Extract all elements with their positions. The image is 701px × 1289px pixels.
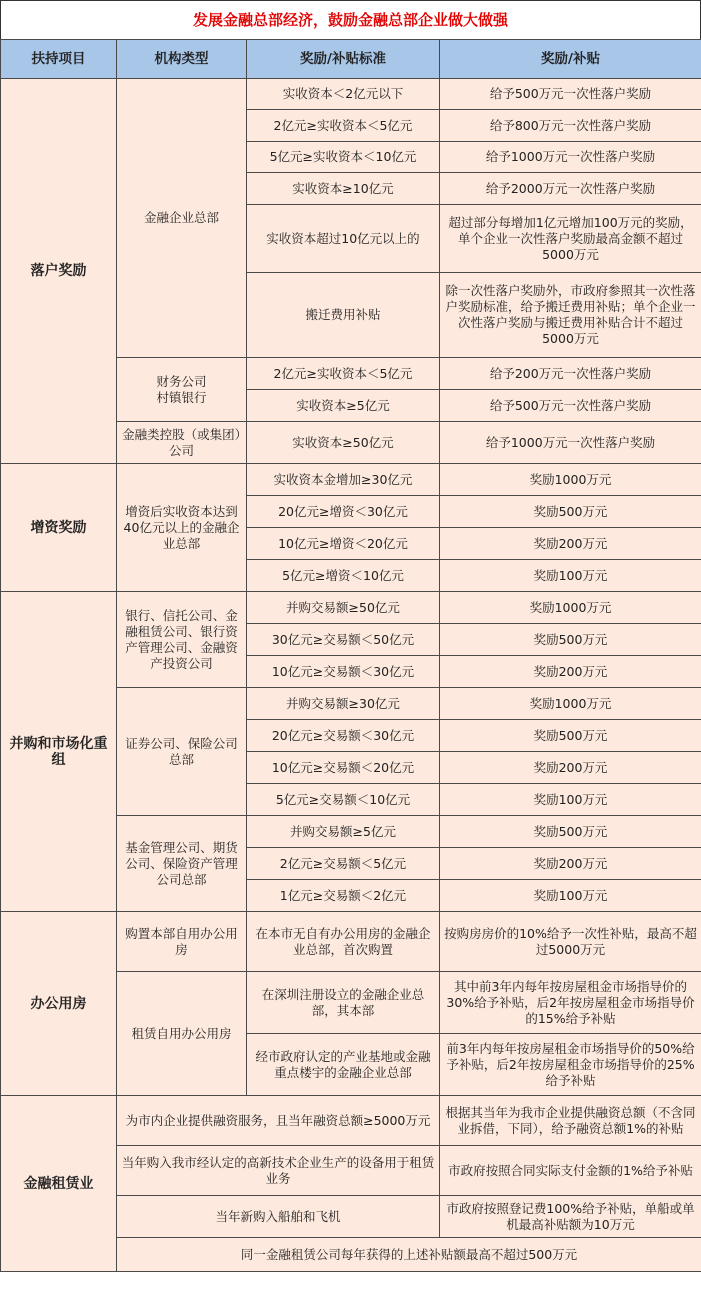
- reward-cell: 给予800万元一次性落户奖励: [440, 110, 701, 142]
- standard-cell: 实收资本超过10亿元以上的: [247, 205, 440, 273]
- org-type-cell: 租赁自用办公用房: [117, 972, 247, 1096]
- page-title: 发展金融总部经济，鼓励金融总部企业做大做强: [0, 0, 701, 39]
- standard-cell: 10亿元≥增资＜20亿元: [247, 528, 440, 560]
- reward-cell: 除一次性落户奖励外，市政府参照其一次性落户奖励标准，给予搬迁费用补贴；单个企业一次性落户奖励与搬迁费用补贴合计不超过5000万元: [440, 273, 701, 358]
- table-row: [1, 912, 701, 972]
- reward-cell: 给予200万元一次性落户奖励: [440, 358, 701, 390]
- header-row: [1, 40, 701, 79]
- standard-cell: 2亿元≥实收资本＜5亿元: [247, 110, 440, 142]
- category-cell: 增资奖励: [1, 464, 117, 592]
- condition-cell: 为市内企业提供融资服务，且当年融资总额≥5000万元: [117, 1096, 440, 1146]
- standard-cell: 30亿元≥交易额＜50亿元: [247, 624, 440, 656]
- org-type-cell: 基金管理公司、期货公司、保险资产管理公司总部: [117, 816, 247, 912]
- policy-table: [0, 39, 701, 1272]
- standard-cell: 实收资本＜2亿元以下: [247, 79, 440, 110]
- reward-cell: 给予1000万元一次性落户奖励: [440, 422, 701, 464]
- table-row: [1, 464, 701, 496]
- standard-cell: 经市政府认定的产业基地或金融重点楼宇的金融企业总部: [247, 1034, 440, 1096]
- org-type-cell: 增资后实收资本达到40亿元以上的金融企业总部: [117, 464, 247, 592]
- standard-cell: 5亿元≥实收资本＜10亿元: [247, 142, 440, 173]
- reward-cell: 奖励200万元: [440, 528, 701, 560]
- standard-cell: 在本市无自有办公用房的金融企业总部，首次购置: [247, 912, 440, 972]
- header-standard: 奖励/补贴标准: [247, 40, 440, 79]
- standard-cell: 5亿元≥交易额＜10亿元: [247, 784, 440, 816]
- standard-cell: 10亿元≥交易额＜30亿元: [247, 656, 440, 688]
- standard-cell: 实收资本≥50亿元: [247, 422, 440, 464]
- reward-cell: 按购房房价的10%给予一次性补贴，最高不超过5000万元: [440, 912, 701, 972]
- reward-cell: 市政府按照合同实际支付金额的1%给予补贴: [440, 1146, 701, 1196]
- reward-cell: 奖励200万元: [440, 752, 701, 784]
- org-type-cell: 财务公司 村镇银行: [117, 358, 247, 422]
- reward-cell: 其中前3年内每年按房屋租金市场指导价的30%给予补贴，后2年按房屋租金市场指导价的15%给予补贴: [440, 972, 701, 1034]
- standard-cell: 搬迁费用补贴: [247, 273, 440, 358]
- org-type-cell: 金融类控股（或集团）公司: [117, 422, 247, 464]
- standard-cell: 10亿元≥交易额＜20亿元: [247, 752, 440, 784]
- category-cell: 办公用房: [1, 912, 117, 1096]
- reward-cell: 给予500万元一次性落户奖励: [440, 390, 701, 422]
- reward-cell: 给予1000万元一次性落户奖励: [440, 142, 701, 173]
- standard-cell: 5亿元≥增资＜10亿元: [247, 560, 440, 592]
- standard-cell: 实收资本≥5亿元: [247, 390, 440, 422]
- reward-cell: 根据其当年为我市企业提供融资总额（不含同业拆借，下同），给予融资总额1%的补贴: [440, 1096, 701, 1146]
- reward-cell: 奖励500万元: [440, 496, 701, 528]
- header-reward: 奖励/补贴: [440, 40, 701, 79]
- org-type-cell: 金融企业总部: [117, 79, 247, 358]
- reward-cell: 超过部分每增加1亿元增加100万元的奖励，单个企业一次性落户奖励最高金额不超过5000万元: [440, 205, 701, 273]
- org-type-cell: 证券公司、保险公司总部: [117, 688, 247, 816]
- reward-cell: 奖励100万元: [440, 560, 701, 592]
- note-cell: 同一金融租赁公司每年获得的上述补贴额最高不超过500万元: [117, 1238, 701, 1272]
- category-cell: 金融租赁业: [1, 1096, 117, 1272]
- reward-cell: 前3年内每年按房屋租金市场指导价的50%给予补贴，后2年按房屋租金市场指导价的25%给予补贴: [440, 1034, 701, 1096]
- standard-cell: 2亿元≥交易额＜5亿元: [247, 848, 440, 880]
- header-org-type: 机构类型: [117, 40, 247, 79]
- reward-cell: 奖励500万元: [440, 624, 701, 656]
- standard-cell: 在深圳注册设立的金融企业总部，其本部: [247, 972, 440, 1034]
- standard-cell: 20亿元≥增资＜30亿元: [247, 496, 440, 528]
- org-type-cell: 银行、信托公司、金融租赁公司、银行资产管理公司、金融资产投资公司: [117, 592, 247, 688]
- reward-cell: 奖励1000万元: [440, 592, 701, 624]
- reward-cell: 市政府按照登记费100%给予补贴，单船或单机最高补贴额为10万元: [440, 1196, 701, 1238]
- reward-cell: 奖励200万元: [440, 848, 701, 880]
- standard-cell: 并购交易额≥5亿元: [247, 816, 440, 848]
- reward-cell: 给予2000万元一次性落户奖励: [440, 173, 701, 205]
- category-cell: 并购和市场化重组: [1, 592, 117, 912]
- condition-cell: 当年购入我市经认定的高新技术企业生产的设备用于租赁业务: [117, 1146, 440, 1196]
- standard-cell: 2亿元≥实收资本＜5亿元: [247, 358, 440, 390]
- reward-cell: 奖励500万元: [440, 720, 701, 752]
- reward-cell: 奖励500万元: [440, 816, 701, 848]
- category-cell: 落户奖励: [1, 79, 117, 464]
- standard-cell: 并购交易额≥50亿元: [247, 592, 440, 624]
- standard-cell: 实收资本金增加≥30亿元: [247, 464, 440, 496]
- standard-cell: 实收资本≥10亿元: [247, 173, 440, 205]
- reward-cell: 奖励100万元: [440, 784, 701, 816]
- table-row: [1, 79, 701, 110]
- header-project: 扶持项目: [1, 40, 117, 79]
- reward-cell: 奖励1000万元: [440, 464, 701, 496]
- table-row: [1, 592, 701, 624]
- reward-cell: 给予500万元一次性落户奖励: [440, 79, 701, 110]
- reward-cell: 奖励200万元: [440, 656, 701, 688]
- standard-cell: 1亿元≥交易额＜2亿元: [247, 880, 440, 912]
- standard-cell: 并购交易额≥30亿元: [247, 688, 440, 720]
- reward-cell: 奖励1000万元: [440, 688, 701, 720]
- org-type-cell: 购置本部自用办公用房: [117, 912, 247, 972]
- table-row: [1, 1096, 701, 1146]
- reward-cell: 奖励100万元: [440, 880, 701, 912]
- standard-cell: 20亿元≥交易额＜30亿元: [247, 720, 440, 752]
- condition-cell: 当年新购入船舶和飞机: [117, 1196, 440, 1238]
